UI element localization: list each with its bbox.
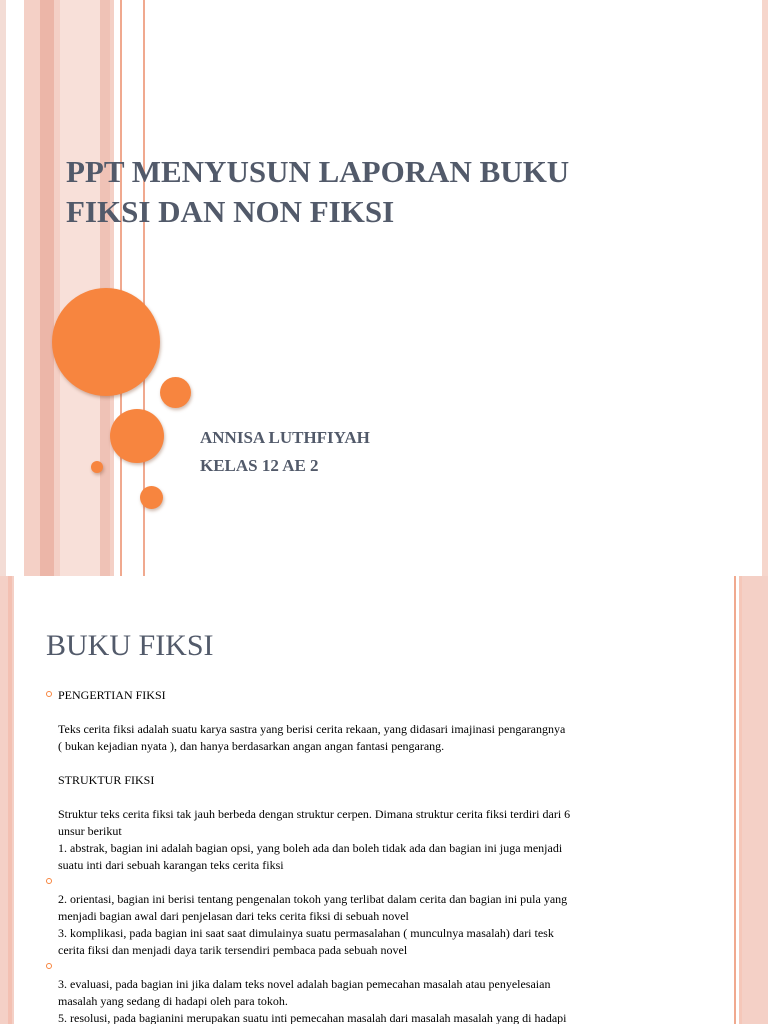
decorative-circle-small — [140, 486, 163, 509]
text-line: 1. abstrak, bagian ini adalah bagian opsi, yang boleh ada dan boleh tidak ada dan bagian ini juga menjadi — [58, 841, 563, 855]
text-line: menjadi bagian awal dari penjelasan dari teks cerita fiksi di sebuah novel — [58, 909, 409, 923]
slide-heading: BUKU FIKSI — [46, 629, 214, 662]
left-edge-decoration — [0, 0, 6, 576]
bullet-label: PENGERTIAN FIKSI — [58, 688, 166, 702]
content-slide — [0, 576, 768, 1024]
slide-body — [46, 687, 652, 1024]
circle-bullet-icon — [46, 691, 52, 697]
slide-title-line: FIKSI DAN NON FIKSI — [66, 194, 395, 229]
text-line: unsur berikut — [58, 824, 122, 838]
slide-subtitle — [200, 424, 370, 480]
author-name: ANNISA LUTHFIYAH — [200, 428, 370, 447]
text-line: 3. komplikasi, pada bagian ini saat saat dimulainya suatu permasalahan ( munculnya masalah) dari tesk — [58, 926, 554, 940]
vertical-line-decoration — [120, 0, 122, 576]
circle-bullet-icon — [46, 963, 52, 969]
decorative-circle-small — [160, 377, 191, 408]
text-line: Teks cerita fiksi adalah suatu karya sastra yang berisi cerita rekaan, yang didasari imajinasi pengarangnya — [58, 722, 566, 736]
text-line: ( bukan kejadian nyata ), dan hanya berdasarkan angan angan fantasi pengarang. — [58, 739, 445, 753]
decorative-circle-tiny — [91, 461, 103, 473]
decorative-circle-large — [52, 288, 160, 396]
structure-text — [58, 806, 652, 874]
decorative-circle-medium — [110, 409, 164, 463]
structure-text — [58, 891, 652, 959]
slide-title-line: PPT MENYUSUN LAPORAN BUKU — [66, 154, 570, 189]
text-line: Struktur teks cerita fiksi tak jauh berbeda dengan struktur cerpen. Dimana struktur cerita fiksi terdiri dari 6 — [58, 807, 571, 821]
bullet-item-empty — [46, 959, 652, 976]
bullet-item — [46, 687, 652, 704]
right-band-decoration — [742, 576, 768, 1024]
class-name: KELAS 12 AE 2 — [200, 456, 319, 475]
text-line: 2. orientasi, bagian ini berisi tentang pengenalan tokoh yang terlibat dalam cerita dan bagian ini pula yang — [58, 892, 568, 906]
section-heading: STRUKTUR FIKSI — [58, 773, 155, 787]
text-line: suatu inti dari sebuah karangan teks cerita fiksi — [58, 858, 284, 872]
right-edge-decoration — [762, 0, 768, 576]
slide-title — [66, 152, 706, 232]
definition-text — [58, 721, 652, 755]
right-line-decoration — [734, 576, 736, 1024]
circle-bullet-icon — [46, 878, 52, 884]
structure-text — [58, 976, 652, 1024]
text-line: 5. resolusi, pada bagianini merupakan suatu inti pemecahan masalah dari masalah masalah yang di hadapi — [58, 1011, 567, 1024]
text-line: cerita fiksi dan menjadi daya tarik tersendiri pembaca pada sebuah novel — [58, 943, 408, 957]
text-line: masalah yang sedang di hadapi oleh para tokoh. — [58, 994, 288, 1008]
bullet-item-empty — [46, 874, 652, 891]
left-line-decoration — [8, 576, 12, 1024]
text-line: 3. evaluasi, pada bagian ini jika dalam teks novel adalah bagian pemecahan masalah atau penyelesaian — [58, 977, 551, 991]
vertical-band-decoration — [40, 0, 54, 576]
